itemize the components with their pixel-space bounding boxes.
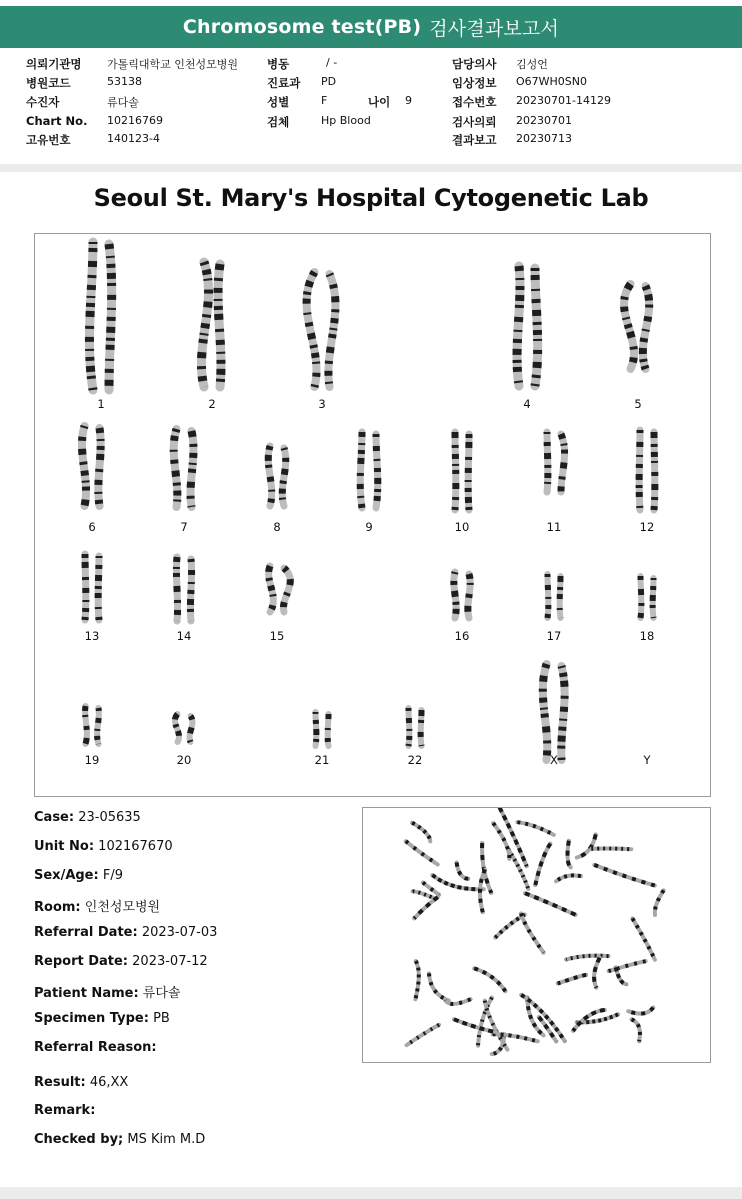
sex-value: F: [321, 94, 328, 107]
chromosome-pair-18: [641, 576, 654, 618]
chromosome-pair-1: [89, 242, 111, 390]
chromosome-pair-19: [85, 706, 99, 744]
lab-title: Seoul St. Mary's Hospital Cytogenetic Lab: [93, 184, 649, 212]
karyogram-panel: [34, 233, 711, 797]
chromosome-label-7: 7: [180, 520, 188, 534]
chromosome-pair-20: [175, 714, 193, 742]
specimen-type-value: PB: [153, 1011, 170, 1026]
report-value: 20230713: [516, 132, 572, 145]
result-value: 46,XX: [89, 1075, 129, 1090]
unique-value: 140123-4: [107, 132, 160, 145]
metaphase-chromosomes: [406, 808, 664, 1054]
chromosome-pair-2: [201, 262, 220, 387]
chromosome-pair-11: [547, 432, 565, 492]
chromosome-pair-4: [517, 266, 538, 386]
chromosome-pair-7: [174, 429, 194, 507]
hospital-code-label: 병원코드: [26, 76, 71, 90]
chromosome-pair-21: [316, 712, 329, 746]
specimen-label: 검체: [267, 115, 290, 129]
ward-label: 병동: [267, 57, 290, 71]
report-title-kr: 검사결과보고서: [429, 17, 560, 40]
chromosome-label-3: 3: [318, 397, 326, 411]
bottom-strip: [0, 1187, 742, 1199]
chromosome-pair-3: [307, 272, 336, 387]
chromosome-label-22: 22: [407, 753, 423, 767]
chromosome-label-10: 10: [454, 520, 470, 534]
patient-name-row: [34, 982, 180, 1001]
chromosome-label-16: 16: [454, 629, 470, 643]
chromosome-label-17: 17: [546, 629, 562, 643]
request-value: 20230701: [516, 114, 572, 127]
chromosome-pair-8: [268, 446, 285, 506]
checked-value: MS Kim M.D: [127, 1132, 206, 1147]
report-label: 결과보고: [452, 133, 497, 147]
institution-label: 의뢰기관명: [26, 57, 82, 71]
chromosome-label-19: 19: [84, 753, 100, 767]
unit-row: [34, 839, 173, 854]
chromosome-pair-12: [639, 430, 655, 510]
specimen-type-row: [34, 1011, 170, 1026]
chromosome-label-1: 1: [97, 397, 105, 411]
patient-name-label: Patient Name:: [34, 986, 139, 1001]
room-label: Room:: [34, 900, 81, 915]
chromosome-label-Y: Y: [643, 753, 651, 767]
chromosome-label-4: 4: [523, 397, 531, 411]
karyogram-image: [35, 234, 712, 798]
chromosome-pair-6: [82, 426, 101, 506]
request-label: 검사의뢰: [452, 115, 497, 129]
chromosome-label-18: 18: [639, 629, 655, 643]
dept-value: PD: [321, 75, 337, 88]
case-row: [34, 810, 141, 825]
room-row: [34, 896, 160, 915]
chromosome-pair-X: [543, 664, 565, 760]
unit-value: 102167670: [98, 839, 173, 854]
chromosome-label-14: 14: [176, 629, 192, 643]
chromosome-label-15: 15: [269, 629, 285, 643]
chromosome-label-11: 11: [546, 520, 562, 534]
remark-row: [34, 1103, 95, 1118]
chromosome-pair-10: [455, 432, 469, 510]
doctor-label: 담당의사: [452, 57, 497, 71]
chromosome-label-2: 2: [208, 397, 216, 411]
result-row: [34, 1075, 128, 1090]
report-title-bar: [0, 6, 742, 48]
unique-label: 고유번호: [26, 133, 71, 147]
hospital-code-value: 53138: [107, 75, 142, 88]
result-label: Result:: [34, 1075, 86, 1090]
specimen-type-label: Specimen Type:: [34, 1011, 149, 1026]
chromosome-pair-5: [624, 284, 649, 369]
chromosome-pair-9: [360, 432, 378, 508]
report-date-value: 2023-07-12: [132, 954, 208, 969]
institution-value: 가톨릭대학교 인천성모병원: [107, 58, 239, 71]
age-label: 나이: [368, 95, 391, 109]
chromosome-pair-14: [176, 557, 191, 621]
case-value: 23-05635: [78, 810, 141, 825]
chromosome-label-X: X: [550, 753, 558, 767]
receipt-label: 접수번호: [452, 95, 497, 109]
chromosome-pair-17: [548, 574, 561, 618]
checked-label: Checked by;: [34, 1132, 124, 1147]
chromosome-pair-13: [85, 554, 99, 620]
chromosome-label-9: 9: [365, 520, 373, 534]
metaphase-spread-image: [363, 808, 710, 1062]
chromosome-label-13: 13: [84, 629, 100, 643]
sex-label: 성별: [267, 95, 290, 109]
dept-label: 진료과: [267, 76, 301, 90]
sexage-value: F/9: [102, 868, 123, 883]
chromosome-label-20: 20: [176, 753, 192, 767]
section-separator: [0, 164, 742, 172]
referral-date-label: Referral Date:: [34, 925, 138, 940]
report-title-en: Chromosome test(PB): [182, 16, 422, 38]
report-date-label: Report Date:: [34, 954, 129, 969]
metaphase-spread-panel: [362, 807, 711, 1063]
chromosome-pair-22: [409, 708, 422, 746]
report-date-row: [34, 954, 208, 969]
chromosome-label-5: 5: [634, 397, 642, 411]
chromosome-label-6: 6: [88, 520, 96, 534]
receipt-value: 20230701-14129: [516, 94, 611, 107]
chromosome-label-12: 12: [639, 520, 655, 534]
clinical-label: 임상정보: [452, 76, 497, 90]
chart-label: Chart No.: [26, 114, 88, 128]
doctor-value: 김성언: [516, 58, 548, 71]
referral-reason-row: [34, 1040, 157, 1055]
sexage-label: Sex/Age:: [34, 868, 99, 883]
case-label: Case:: [34, 810, 75, 825]
checked-row: [34, 1132, 205, 1147]
patient-name-value: 류다솔: [142, 986, 181, 1001]
chromosome-pair-16: [454, 572, 470, 618]
referral-date-value: 2023-07-03: [141, 925, 218, 940]
clinical-value: O67WH0SN0: [516, 75, 588, 88]
chart-value: 10216769: [107, 114, 163, 127]
age-value: 9: [405, 94, 412, 107]
patient-label: 수진자: [26, 95, 60, 109]
specimen-value: Hp Blood: [321, 114, 371, 127]
chromosome-label-21: 21: [314, 753, 330, 767]
unit-label: Unit No:: [34, 839, 95, 854]
sexage-row: [34, 868, 123, 883]
patient-value: 류다솔: [107, 96, 139, 109]
patient-info-block: [0, 56, 742, 160]
referral-reason-label: Referral Reason:: [34, 1040, 157, 1055]
chromosome-pair-15: [269, 566, 291, 612]
ward-value: / -: [326, 56, 338, 69]
remark-label: Remark:: [34, 1103, 96, 1118]
referral-date-row: [34, 925, 217, 940]
room-value: 인천성모병원: [84, 900, 161, 915]
chromosome-label-8: 8: [273, 520, 281, 534]
